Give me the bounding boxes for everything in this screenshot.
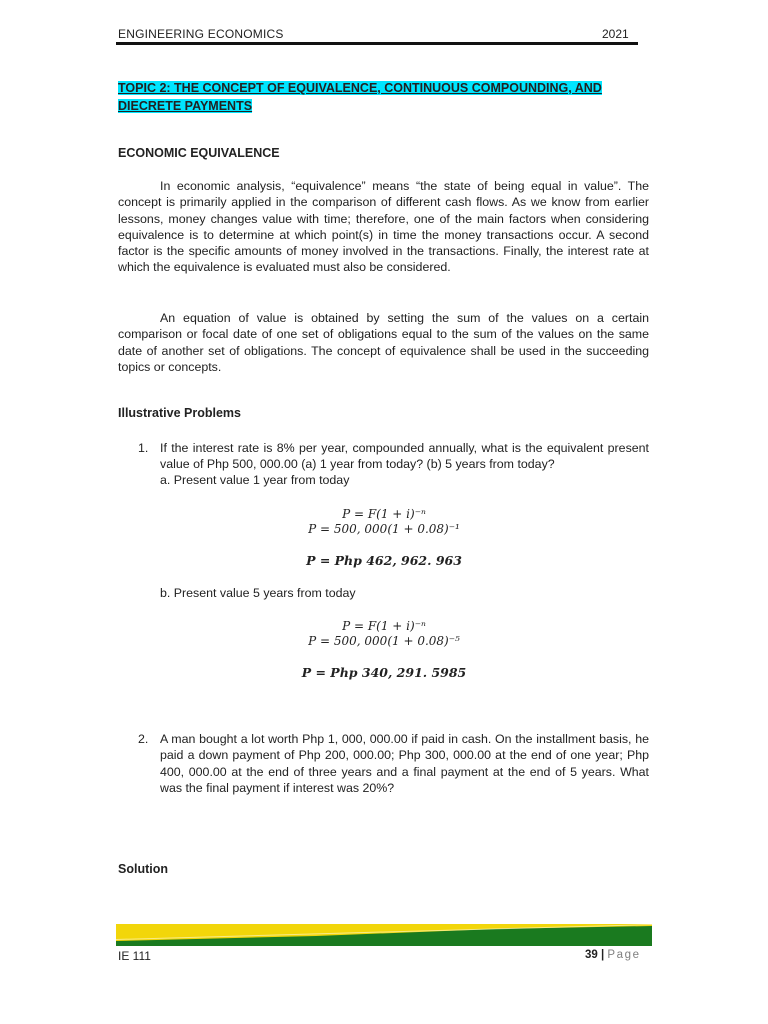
part-a-label: a. Present value 1 year from today [160,473,350,487]
footer-page-info [585,949,641,961]
equation-a-result: P = Php 462, 962. 963 [306,553,462,568]
part-b-label: b. Present value 5 years from today [160,586,356,600]
problem-2-number: 2. [138,732,149,746]
paragraph-2: An equation of value is obtained by setting the sum of the values on a certain comparison or focal date of one set of obligations equal to the sum of the values on the same date of another set of obligations. The concept of equivalence shall be used in the succeeding topics or concepts. [118,311,649,374]
problem-2-text: A man bought a lot worth Php 1, 000, 000.00 if paid in cash. On the installment basis, he paid a down payment of Php 200, 000.00; Php 300, 000.00 at the end of one year; Php 400, 000.00 at the end of three years and a final payment at the end of 5 years. What was the final payment if interest was 20%? [160,732,649,795]
footer-separator: | [597,949,608,961]
paragraph-1: In economic analysis, “equivalence” means “the state of being equal in value”. The concept is primarily applied in the comparison of different cash flows. As we know from earlier lessons, money changes value with time; therefore, one of the main factors when considering equivalence is to determine at which point(s) in time the money transactions occur. A second factor is the specific amounts of money involved in the transactions. Finally, the interest rate at which the equivalence is evaluated must also be considered. [118,179,649,275]
footer-decorative-bar [116,924,652,946]
problem-1-text: If the interest rate is 8% per year, compounded annually, what is the equivalent present value of Php 500, 000.00 (a) 1 year from today? (b) 5 years from today? [160,441,649,472]
illustrative-heading: Illustrative Problems [118,406,241,420]
header-year: 2021 [602,27,629,41]
solution-heading: Solution [118,862,168,876]
equation-b-formula: P = F(1 + i)⁻ⁿ [342,619,426,633]
equation-b-substituted: P = 500, 000(1 + 0.08)⁻⁵ [308,634,460,648]
problem-1-number: 1. [138,441,149,455]
problem-1 [118,440,649,473]
equation-a-formula: P = F(1 + i)⁻ⁿ [342,507,426,521]
topic-title: TOPIC 2: THE CONCEPT OF EQUIVALENCE, CONTINUOUS COMPOUNDING, AND DIECRETE PAYMENTS [118,81,602,113]
equation-a-substituted: P = 500, 000(1 + 0.08)⁻¹ [308,522,460,536]
header-course-title: ENGINEERING ECONOMICS [118,27,284,41]
problem-2 [118,731,649,796]
page-word: Page [607,949,641,961]
header-rule [116,42,638,45]
page-number: 39 [585,949,598,961]
equation-b-result: P = Php 340, 291. 5985 [301,665,467,680]
section-heading: ECONOMIC EQUIVALENCE [118,146,280,160]
footer-course-code: IE 111 [118,949,151,963]
